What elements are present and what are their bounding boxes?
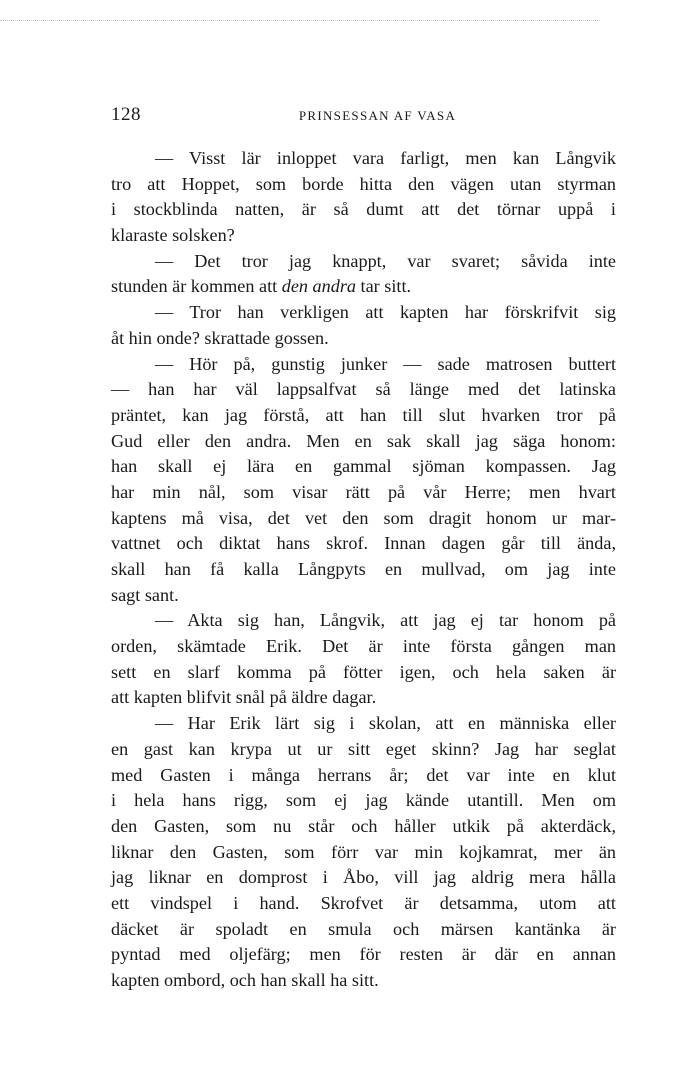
text-line: jag liknar en domprost i Åbo, vill jag aldrig mera hålla	[111, 867, 616, 888]
text-line: — Hör på, gunstig junker — sade matrosen buttert	[155, 353, 616, 374]
text-line: — Det tror jag knappt, var svaret; såvida inte	[155, 250, 616, 271]
text-line: Gud eller den andra. Men en sak skall jag säga honom:	[111, 430, 616, 451]
text-line: — han har väl lappsalfvat så länge med det latinska	[111, 379, 616, 400]
text-line: åt hin onde? skrattade gossen.	[111, 327, 329, 348]
italic-phrase: den andra	[281, 276, 356, 297]
text-line: har min nål, som visar rätt på vår Herre; men hvart	[111, 481, 616, 502]
text-line: med Gasten i många herrans år; det var inte en klut	[111, 764, 616, 785]
text-line: den Gasten, som nu står och håller utkik på akterdäck,	[111, 815, 616, 836]
text-line: han skall ej lära en gammal sjöman kompassen. Jag	[111, 456, 616, 477]
text-line	[111, 274, 616, 300]
running-head: PRINSESSAN AF VASA	[298, 108, 457, 123]
text-line: — Tror han verkligen att kapten har förskrifvit sig	[155, 302, 616, 323]
text-fragment: tar sitt.	[356, 276, 412, 297]
text-line: präntet, kan jag förstå, att han till slut hvarken tror på	[111, 404, 616, 425]
text-fragment: stunden är kommen att	[111, 276, 282, 297]
text-line: liknar den Gasten, som förr var min kojkamrat, mer än	[111, 841, 616, 862]
text-line: i hela hans rigg, som ej jag kände utantill. Men om	[111, 790, 616, 811]
text-line: klaraste solsken?	[111, 225, 235, 246]
text-line: kapten ombord, och han skall ha sitt.	[111, 970, 379, 990]
page-header	[111, 104, 616, 128]
text-line: — Har Erik lärt sig i skolan, att en människa eller	[155, 713, 616, 734]
text-line: sett en slarf komma på fötter igen, och hela saken är	[111, 661, 616, 682]
text-line: vattnet och diktat hans skrof. Innan dagen går till ända,	[111, 533, 616, 554]
page-number: 128	[111, 104, 141, 125]
text-line: tro att Hoppet, som borde hitta den vägen utan styrman	[111, 173, 616, 194]
text-line: skall han få kalla Långpyts en mullvad, om jag inte	[111, 559, 616, 579]
text-line: pyntad med oljefärg; men för resten är där en annan	[111, 944, 616, 965]
text-line: i stockblinda natten, är så dumt att det törnar uppå i	[111, 199, 616, 220]
text-line: däcket är spoladt en smula och märsen kantänka är	[111, 918, 616, 939]
text-line: orden, skämtade Erik. Det är inte första gången man	[111, 636, 616, 657]
text-line: ett vindspel i hand. Skrofvet är detsamma, utom att	[111, 892, 616, 913]
text-line: kaptens må visa, det vet den som dragit honom ur mar-	[111, 507, 616, 528]
text-line: — Akta sig han, Långvik, att jag ej tar honom på	[155, 610, 616, 631]
text-line: att kapten blifvit snål på äldre dagar.	[111, 687, 377, 708]
scan-edge-rule	[0, 20, 600, 21]
text-line: en gast kan krypa ut ur sitt eget skinn? Jag har seglat	[111, 738, 616, 759]
body-text	[111, 146, 616, 994]
text-line: sagt sant.	[111, 584, 179, 605]
text-line: — Visst lär inloppet vara farligt, men kan Långvik	[155, 148, 616, 168]
